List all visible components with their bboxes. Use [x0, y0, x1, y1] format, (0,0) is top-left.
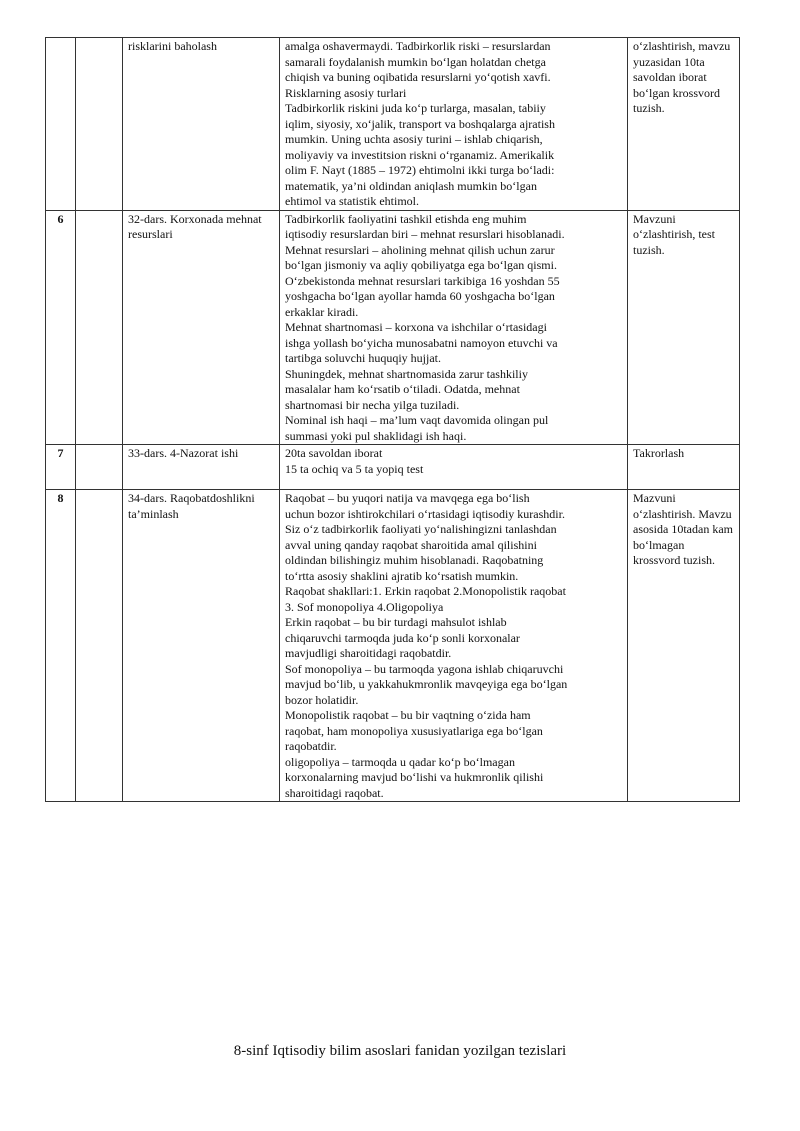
content-line: amalga oshavermaydi. Tadbirkorlik riski – resurslardan: [285, 39, 551, 53]
content-line: ishga yollash bo‘yicha munosabatni namoyon etuvchi va: [285, 335, 558, 350]
content-line: sharoitidagi raqobat.: [285, 785, 384, 800]
content-line: Shuningdek, mehnat shartnomasida zarur tashkiliy: [285, 366, 528, 381]
content-line: mavjud bo‘lib, u yakkahukmronlik mavqeyiga ega bo‘lgan: [285, 677, 568, 691]
lesson-date-cell: [76, 445, 123, 490]
lesson-topic-cell: 33-dars. 4-Nazorat ishi: [123, 445, 280, 490]
lesson-number-cell: 7: [46, 445, 76, 490]
content-line: korxonalarning mavjud bo‘lishi va hukmronlik qilishi: [285, 770, 544, 784]
lesson-task-cell: Mavzuni o‘zlashtirish, test tuzish.: [628, 210, 740, 445]
content-line: shartnomasi bir necha yilga tuziladi.: [285, 397, 460, 412]
table-row: [46, 445, 740, 490]
lesson-topic-cell: 32-dars. Korxonada mehnat resurslari: [123, 210, 280, 445]
lesson-task-cell: Takrorlash: [628, 445, 740, 490]
lesson-topic-cell: risklarini baholash: [123, 38, 280, 211]
content-line: 15 ta ochiq va 5 ta yopiq test: [285, 461, 424, 476]
lesson-content-cell: [280, 445, 628, 490]
content-line: Mehnat shartnomasi – korxona va ishchilar o‘rtasidagi: [285, 320, 547, 334]
content-line: Siz o‘z tadbirkorlik faoliyati yo‘nalishingizni tanlashdan: [285, 522, 557, 536]
lesson-content-cell: [280, 38, 628, 211]
content-line: Tadbirkorlik riskini juda ko‘p turlarga, masalan, tabiiy: [285, 101, 546, 115]
lesson-date-cell: [76, 38, 123, 211]
lesson-number-cell: [46, 38, 76, 211]
content-line: Tadbirkorlik faoliyatini tashkil etishda eng muhim: [285, 211, 527, 226]
lesson-content-cell: [280, 490, 628, 802]
content-line: iqtisodiy resurslardan biri – mehnat resurslari hisoblanadi.: [285, 227, 565, 241]
content-line: moliyaviy va investitsion riskni o‘rganamiz. Amerikalik: [285, 147, 555, 162]
content-line: erkaklar kiradi.: [285, 304, 359, 319]
content-line: avval uning qanday raqobat sharoitida amal qilishini: [285, 537, 537, 552]
content-line: 20ta savoldan iborat: [285, 446, 383, 460]
content-line: oldindan bilishingiz muhim hisoblanadi. Raqobatning: [285, 553, 544, 567]
lesson-task-cell: Mazvuni o‘zlashtirish. Mavzu asosida 10tadan kam bo‘lmagan krossvord tuzish.: [628, 490, 740, 802]
content-line: Monopolistik raqobat – bu bir vaqtning o‘zida ham: [285, 708, 531, 722]
content-line: bozor holatidir.: [285, 692, 359, 707]
lesson-topic-cell: 34-dars. Raqobatdoshlikni ta’minlash: [123, 490, 280, 802]
content-line: Mehnat resurslari – aholining mehnat qilish uchun zarur: [285, 242, 555, 257]
content-line: tartibga soluvchi huquqiy hujjat.: [285, 351, 441, 365]
content-line: Sof monopoliya – bu tarmoqda yagona ishlab chiqaruvchi: [285, 661, 564, 676]
content-line: mumkin. Uning uchta asosiy turini – ishlab chiqarish,: [285, 132, 543, 146]
lesson-task-cell: o‘zlashtirish, mavzu yuzasidan 10ta savoldan iborat bo‘lgan krossvord tuzish.: [628, 38, 740, 211]
content-line: Nominal ish haqi – ma’lum vaqt davomida olingan pul: [285, 413, 549, 427]
table-row: [46, 38, 740, 211]
content-line: ehtimol va statistik ehtimol.: [285, 194, 419, 208]
lesson-number-cell: 6: [46, 210, 76, 445]
content-line: 3. Sof monopoliya 4.Oligopoliya: [285, 599, 444, 614]
content-line: matematik, ya’ni oldindan aniqlash mumkin bo‘lgan: [285, 178, 537, 193]
table-row: [46, 490, 740, 802]
lesson-plan-table: [45, 37, 740, 802]
content-line: chiqaruvchi tarmoqda juda ko‘p sonli korxonalar: [285, 630, 520, 645]
content-line: raqobat, ham monopoliya xususiyatlariga ega bo‘lgan: [285, 723, 543, 738]
lesson-number-cell: 8: [46, 490, 76, 802]
lesson-plan-body: [46, 38, 740, 802]
lesson-content-cell: [280, 210, 628, 445]
content-line: olim F. Nayt (1885 – 1972) ehtimolni ikki turga bo‘ladi:: [285, 163, 555, 177]
page-footer-title: 8-sinf Iqtisodiy bilim asoslari fanidan yozilgan tezislari: [233, 1043, 567, 1059]
content-line: chiqish va buning oqibatida resurslarni yo‘qotish xavfi.: [285, 70, 551, 84]
content-line: oligopoliya – tarmoqda u qadar ko‘p bo‘lmagan: [285, 754, 515, 769]
content-line: yoshgacha bo‘lgan ayollar hamda 60 yoshgacha bo‘lgan: [285, 289, 555, 303]
content-line: to‘rtta asosiy shaklini ajratib ko‘rsatish mumkin.: [285, 568, 519, 583]
content-line: uchun bozor ishtirokchilari o‘rtasidagi iqtisodiy kurashdir.: [285, 506, 565, 521]
content-line: O‘zbekistonda mehnat resurslari tarkibiga 16 yoshdan 55: [285, 273, 560, 288]
content-line: mavjudligi sharoitidagi raqobatdir.: [285, 646, 452, 660]
table-row: [46, 210, 740, 445]
content-line: Erkin raqobat – bu bir turdagi mahsulot ishlab: [285, 615, 507, 629]
content-line: Risklarning asosiy turlari: [285, 85, 407, 100]
content-line: Raqobat shakllari:1. Erkin raqobat 2.Monopolistik raqobat: [285, 584, 566, 598]
content-line: samarali foydalanish mumkin bo‘lgan holatdan chetga: [285, 54, 546, 69]
content-line: Raqobat – bu yuqori natija va mavqega ega bo‘lish: [285, 491, 530, 505]
content-line: masalalar ham ko‘rsatib o‘tiladi. Odatda, mehnat: [285, 382, 520, 396]
lesson-date-cell: [76, 490, 123, 802]
content-line: bo‘lgan jismoniy va aqliy qobiliyatga ega bo‘lgan qismi.: [285, 258, 557, 272]
content-line: raqobatdir.: [285, 739, 337, 753]
lesson-date-cell: [76, 210, 123, 445]
content-line: iqlim, siyosiy, xo‘jalik, transport va boshqalarga ajratish: [285, 116, 555, 131]
content-line: summasi yoki pul shaklidagi ish haqi.: [285, 428, 467, 443]
